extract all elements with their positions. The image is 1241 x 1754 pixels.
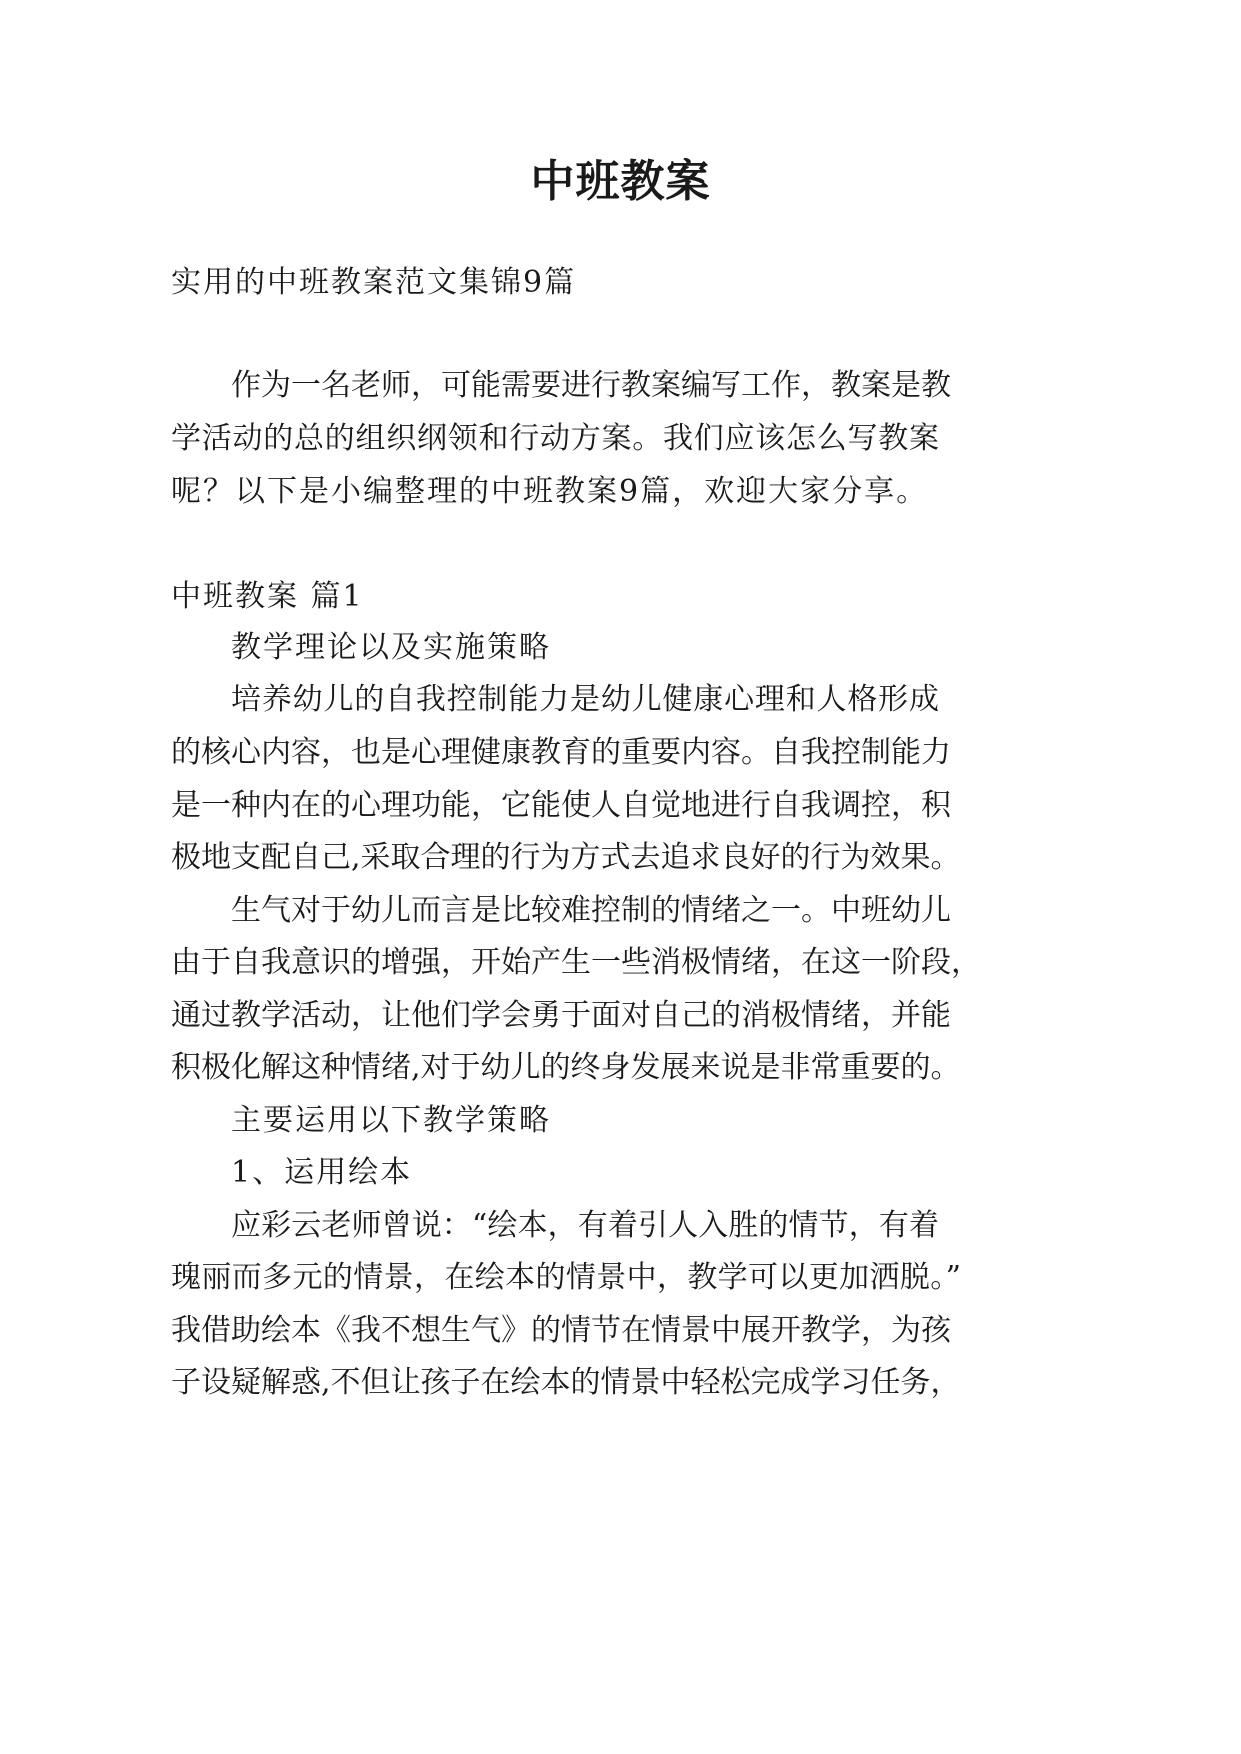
body-line-10: 主要运用以下教学策略: [231, 1103, 551, 1138]
body-line-12: 应彩云老师曾说：“绘本，有着引人入胜的情节，有着: [231, 1208, 939, 1243]
body-line-2: 培养幼儿的自我控制能力是幼儿健康心理和人格形成: [231, 682, 939, 717]
intro-line-1: 作为一名老师，可能需要进行教案编写工作，教案是教: [231, 368, 951, 403]
document-title: 中班教案: [530, 156, 711, 207]
intro-line-2: 学活动的总的组织纲领和行动方案。我们应该怎么写教案: [171, 421, 939, 456]
body-line-11: 1、运用绘本: [231, 1155, 413, 1190]
body-line-8: 通过教学活动，让他们学会勇于面对自己的消极情绪，并能: [171, 998, 951, 1033]
body-line-5: 极地支配自己,采取合理的行为方式去追求良好的行为效果。: [171, 840, 961, 875]
body-line-1: 教学理论以及实施策略: [231, 630, 551, 665]
body-line-7: 由于自我意识的增强，开始产生一些消极情绪，在这一阶段，: [171, 945, 981, 980]
body-line-4: 是一种内在的心理功能，它能使人自觉地进行自我调控，积: [171, 788, 951, 823]
body-line-6: 生气对于幼儿而言是比较难控制的情绪之一。中班幼儿: [231, 893, 951, 928]
intro-line-3: 呢？以下是小编整理的中班教案9篇，欢迎大家分享。: [171, 474, 929, 509]
body-line-15: 子设疑解惑,不但让孩子在绘本的情景中轻松完成学习任务，: [171, 1365, 961, 1400]
body-line-9: 积极化解这种情绪,对于幼儿的终身发展来说是非常重要的。: [171, 1050, 961, 1085]
body-line-3: 的核心内容，也是心理健康教育的重要内容。自我控制能力: [171, 735, 951, 770]
document-subtitle: 实用的中班教案范文集锦9篇: [171, 265, 577, 300]
body-line-14: 我借助绘本《我不想生气》的情节在情景中展开教学，为孩: [171, 1313, 951, 1348]
body-line-13: 瑰丽而多元的情景，在绘本的情景中，教学可以更加洒脱。”: [171, 1260, 961, 1295]
section-heading: 中班教案 篇1: [171, 579, 364, 614]
